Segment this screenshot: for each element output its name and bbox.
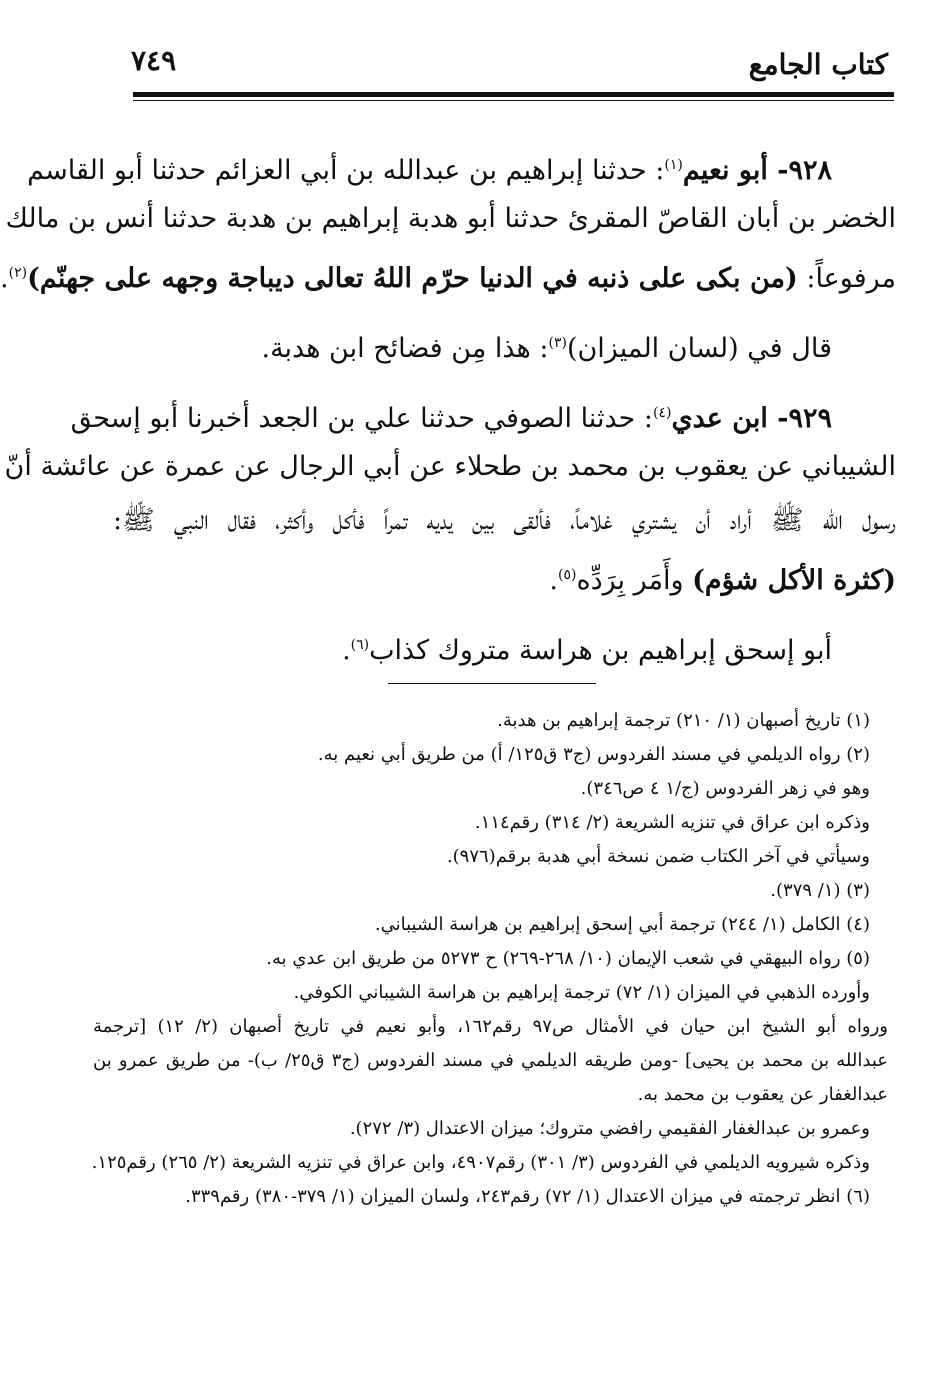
running-title: كتاب الجامع	[748, 48, 888, 81]
comment-text: أبو إسحق إبراهيم بن هراسة متروك كذاب	[369, 635, 832, 666]
spacer	[113, 370, 896, 386]
hadith-number: ٩٢٨-	[767, 155, 832, 186]
punctuation: .	[549, 565, 558, 596]
page-number: ٧٤٩	[131, 44, 177, 77]
footnote-separator	[388, 683, 596, 684]
footnote-ref: (٤)	[653, 405, 672, 421]
main-text	[0, 138, 896, 672]
hadith-928-line-1	[27, 138, 896, 192]
hadith-number: ٩٢٩-	[767, 403, 832, 434]
page-header	[123, 40, 896, 82]
footnote-ref: (٥)	[557, 567, 577, 583]
hadith-929-comment	[113, 618, 896, 672]
hadith-text: وأَمَر بِرَدِّه	[576, 565, 693, 596]
chain-text: مرفوعاً:	[797, 263, 896, 294]
header-rule-thin	[133, 100, 894, 101]
footnote-ref: (١)	[664, 157, 683, 173]
footnote-line: وهو في زهر الفردوس (ج/١ ٤ ص٣٤٦).	[580, 778, 870, 799]
footnote-line: (٢) رواه الديلمي في مسند الفردوس (ج٣ ق١٢٥/ أ) من طريق أبي نعيم به.	[317, 744, 870, 765]
punctuation: .	[0, 263, 9, 294]
chain-text: : حدثنا الصوفي حدثنا علي بن الجعد أخبرنا أبو إسحق	[70, 403, 654, 434]
footnote-line: وأورده الذهبي في الميزان (١/ ٧٢) ترجمة إبراهيم بن هراسة الشيباني الكوفي.	[293, 982, 870, 1003]
narrator-name: ابن عدي	[671, 403, 768, 434]
footnote-ref: (٦)	[350, 637, 370, 653]
footnote-line: (٦) انظر ترجمته في ميزان الاعتدال (١/ ٧٢) رقم٢٤٣، ولسان الميزان (١/ ٣٧٩-٣٨٠) رقم٣٣٩.	[185, 1186, 870, 1207]
footnote-line: وذكره ابن عراق في تنزيه الشريعة (٢/ ٣١٤) رقم١١٤.	[474, 812, 870, 833]
footnote-line: عبدالله بن محمد بن يحيى] -ومن طريقه الديلمي في مسند الفردوس (ج٣ ق٢٥/ ب)- من طريق عمرو بن	[93, 1050, 888, 1071]
footnote-ref: (٣)	[548, 335, 567, 351]
hadith-matn: (كثرة الأكل شؤم)	[692, 565, 896, 596]
hadith-929-line-1	[70, 386, 896, 440]
hadith-matn: (من بكى على ذنبه في الدنيا حرّم اللهُ تعالى ديباجة وجهه على جهنّم)	[27, 263, 798, 294]
comment-text: قال في (لسان الميزان)	[566, 333, 832, 364]
hadith-929-line-2: الشيباني عن يعقوب بن محمد بن طحلاء عن أبي الرجال عن عمرة عن عائشة أنّ	[4, 451, 896, 482]
comment-text: : هذا مِن فضائح ابن هدبة.	[261, 333, 549, 364]
footnote-line: (٥) رواه البيهقي في شعب الإيمان (١٠/ ٢٦٨-٢٦٩) ح ٥٢٧٣ من طريق ابن عدي به.	[266, 948, 870, 969]
footnote-ref: (٢)	[8, 265, 28, 281]
footnote-line: (١) تاريخ أصبهان (١/ ٢١٠) ترجمة إبراهيم بن هدبة.	[497, 710, 870, 731]
footnote-line: وعمرو بن عبدالغفار الفقيمي رافضي متروك؛ ميزان الاعتدال (٣/ ٢٧٢).	[349, 1118, 870, 1139]
footnote-line: ورواه أبو الشيخ ابن حيان في الأمثال ص٩٧ رقم١٦٢، وأبو نعيم في تاريخ أصبهان (٢/ ١٢) [ترجمة	[93, 1016, 888, 1037]
header-rule-thick	[133, 92, 894, 97]
hadith-928-comment	[113, 316, 896, 370]
footnote-line: وذكره شيرويه الديلمي في الفردوس (٣/ ٣٠١) رقم٤٩٠٧، وابن عراق في تنزيه الشريعة (٢/ ٢٦٥) رقم١٢٥.	[91, 1152, 870, 1173]
chain-text: : حدثنا إبراهيم بن عبدالله بن أبي العزائم حدثنا أبو القاسم	[27, 155, 665, 186]
narrator-name: أبو نعيم	[682, 155, 768, 186]
punctuation: .	[342, 635, 351, 666]
hadith-929-line-4	[113, 548, 896, 602]
footnote-line: (٤) الكامل (١/ ٢٤٤) ترجمة أبي إسحق إبراهيم بن هراسة الشيباني.	[374, 914, 870, 935]
hadith-928-line-2: الخضر بن أبان القاصّ المقرئ حدثنا أبو هدبة إبراهيم بن هدبة حدثنا أنس بن مالك	[5, 203, 896, 234]
spacer	[113, 300, 896, 316]
footnotes	[93, 704, 888, 1214]
hadith-928-line-3	[0, 246, 896, 300]
spacer	[113, 602, 896, 618]
footnote-line: وسيأتي في آخر الكتاب ضمن نسخة أبي هدبة برقم(٩٧٦).	[446, 846, 870, 867]
footnote-line: عبدالغفار عن يعقوب بن محمد به.	[637, 1084, 888, 1105]
footnote-line: (٣) (١/ ٣٧٩).	[770, 880, 870, 901]
hadith-929-line-3: رسول الله ﷺ أراد أن يشتري غلاماً، فألقى بين يديه تمراً فأكل وأكثر، فقال النبي ﷺ:	[113, 505, 896, 536]
